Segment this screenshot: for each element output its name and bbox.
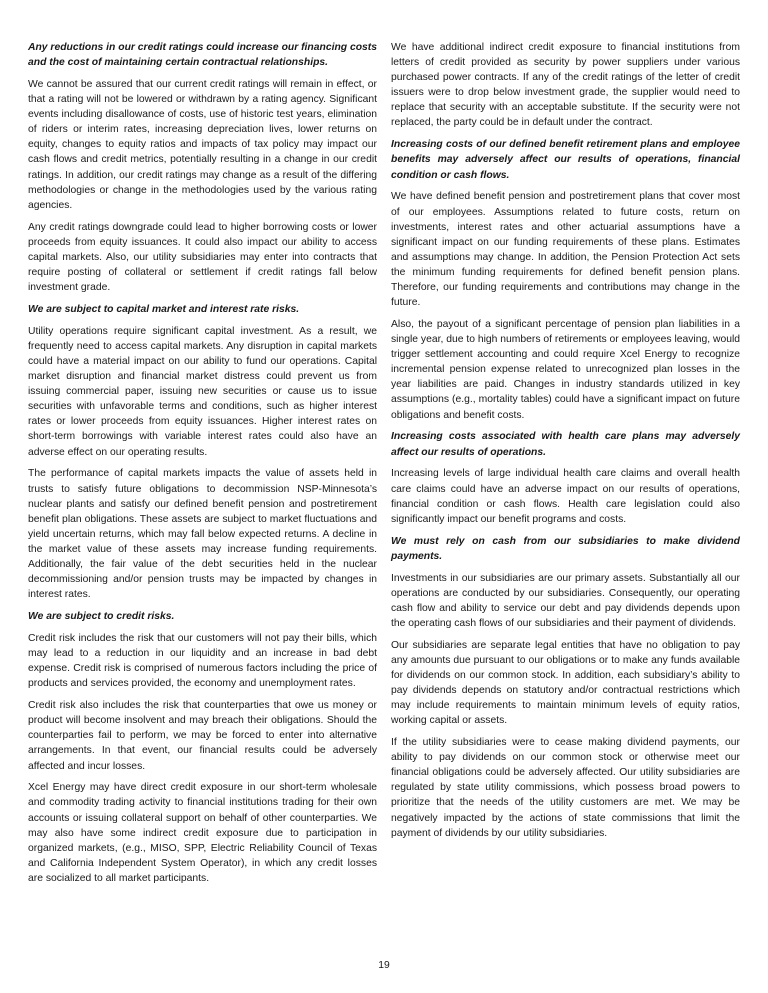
page-number: 19: [378, 960, 390, 971]
document-page: [28, 40, 740, 893]
paragraph: Credit risk includes the risk that our customers will not pay their bills, which may lead to a reduction in our liquidity and an increase in bad debt expense. Credit risk is comprised of numerous factors including the price of products and services provided, the economy and unemployment rates.: [28, 632, 377, 690]
paragraph: Investments in our subsidiaries are our primary assets. Substantially all our operations are conducted by our subsidiaries. Consequently, our operating cash flow and ability to service our debt and pay dividends depends upon the operating cash flows of our subsidiaries and their payment of dividends.: [391, 572, 740, 629]
paragraph: We have additional indirect credit exposure to financial institutions from letters of credit provided as security by power suppliers under various purchased power contracts. If any of the credit ratings of the letter of credit issuers were to drop below investment grade, the supplier would need to replace that security with an acceptable substitute. If the security were not replaced, the party could be in default under the contract.: [391, 42, 740, 129]
heading-credit-ratings: Any reductions in our credit ratings could increase our financing costs and the cost of maintaining certain contractual relationships.: [28, 42, 377, 69]
heading-capital-market-risks: We are subject to capital market and interest rate risks.: [28, 303, 300, 315]
paragraph: Credit risk also includes the risk that counterparties that owe us money or product will become insolvent and may breach their obligations. Should the counterparties fail to perform, we may be forced to enter into alternative arrangements. In that event, our financial results could be adversely affected and incur losses.: [28, 700, 377, 772]
paragraph: If the utility subsidiaries were to cease making dividend payments, our ability to pay dividends on our common stock or otherwise meet our financial obligations could be adversely affected. Our utility subsidiaries are regulated by state utility commissions, which possess broad powers to prioritize that the needs of the utility customers are met. We may be negatively impacted by the actions of state commissions that limit the payment of dividends by our utility subsidiaries.: [391, 737, 740, 839]
left-column: [28, 40, 377, 893]
heading-credit-risks: We are subject to credit risks.: [28, 611, 175, 623]
paragraph: Increasing levels of large individual health care claims and overall health care claims could have an adverse impact on our results of operations, financial condition or cash flows. Health care legislation could also significantly impact our benefit programs and costs.: [391, 468, 740, 525]
heading-health-care-plans: Increasing costs associated with health care plans may adversely affect our results of operations.: [391, 431, 740, 458]
paragraph: Also, the payout of a significant percentage of pension plan liabilities in a single year, due to high numbers of retirements or employees leaving, would trigger settlement accounting and could require Xcel Energy to recognize incremental pension expense related to unrecognized plan losses in the year liabilities are paid. Changes in industry standards utilized in key assumptions (e.g., mortality tables) could have a significant impact on future obligations and benefit costs.: [391, 318, 741, 421]
heading-retirement-plans: Increasing costs of our defined benefit retirement plans and employee benefits may adversely affect our results of operations, financial condition or cash flows.: [391, 139, 740, 181]
paragraph: Xcel Energy may have direct credit exposure in our short-term wholesale and commodity trading activity to financial institutions trading for their own accounts or issuing collateral support on behalf of other counterparties. We may also have some indirect credit exposure due to participation in organized markets, (e.g., MISO, SPP, Electric Reliability Council of Texas and California Independent System Operator), in which any credit losses are socialized to all market participants.: [28, 782, 377, 884]
paragraph: The performance of capital markets impacts the value of assets held in trusts to satisfy future obligations to decommission NSP-Minnesota’s nuclear plants and satisfy our defined benefit pension and postretirement benefit plan obligations. These assets are subject to market fluctuations and yield uncertain returns, which may fall below expected returns. A decline in the market value of these assets may increase funding requirements. Additionally, the fair value of the debt securities held in the nuclear decommissioning and/or pension trusts may be impacted by changes in interest rates.: [28, 468, 377, 601]
paragraph: Utility operations require significant capital investment. As a result, we frequently need to access capital markets. Any disruption in capital markets could have a material impact on our ability to fund our operations. Capital market disruption and financial market distress could prevent us from issuing commercial paper, issuing new securities or cause us to issue securities with unfavorable terms and conditions, such as higher interest rates or lower proceeds from equity issuances. Higher interest rates on short-term borrowings with variable interest rates could also have an adverse effect on our operating results.: [28, 325, 377, 458]
heading-subsidiary-dividends: We must rely on cash from our subsidiaries to make dividend payments.: [391, 535, 740, 562]
paragraph: Any credit ratings downgrade could lead to higher borrowing costs or lower proceeds from equity issuances. It could also impact our ability to access capital markets. Also, our utility subsidiaries may enter into contracts that require posting of collateral or settlement if credit ratings fall below investment grade.: [28, 221, 377, 293]
paragraph: Our subsidiaries are separate legal entities that have no obligation to pay any amounts due pursuant to our obligations or to make any funds available for dividends on our common stock. In addition, each subsidiary’s ability to pay dividends depends on statutory and/or contractual restrictions which may include requirements to maintain minimum levels of equity ratios, working capital or assets.: [391, 639, 740, 727]
right-column: [391, 40, 740, 893]
paragraph: We cannot be assured that our current credit ratings will remain in effect, or that a rating will not be lowered or withdrawn by a rating agency. Significant events including disallowance of costs, use of historic test years, elimination of riders or interim rates, increasing depreciation lives, lower returns on equity, changes to equity ratios and impacts of tax policy may impact our cash flows and credit metrics, potentially resulting in a change in our credit ratings. In addition, our credit ratings may change as a result of the differing methodologies or change in the methodologies used by the various rating agencies.: [28, 78, 377, 211]
paragraph: We have defined benefit pension and postretirement plans that cover most of our employees. Assumptions related to future costs, return on investments, interest rates and other actuarial assumptions have a significant impact on our funding requirements of these plans. Estimates and assumptions may change. In addition, the Pension Protection Act sets the minimum funding requirements for defined benefit pension plans. Therefore, our funding requirements and contributions may change in the future.: [391, 191, 740, 309]
